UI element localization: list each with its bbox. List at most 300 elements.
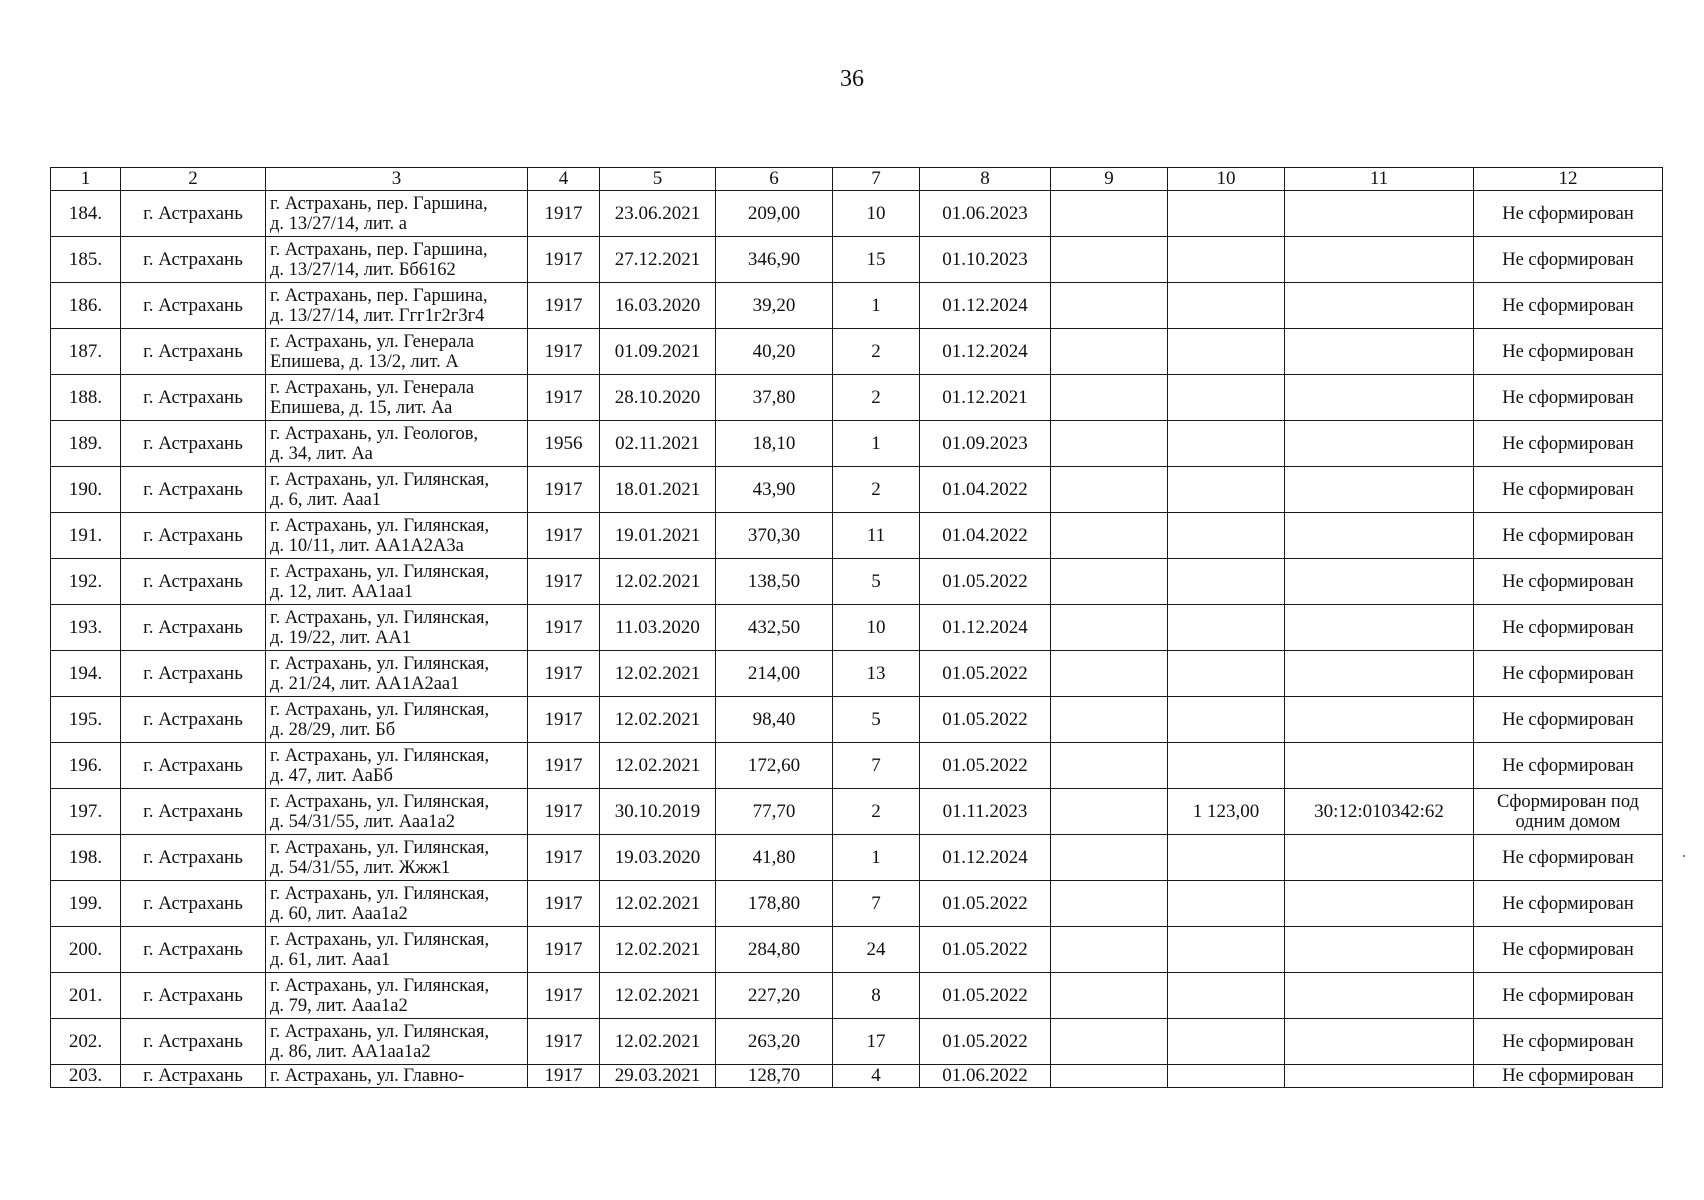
cadastral-number-cell [1285, 1065, 1474, 1088]
status-cell: Сформирован под одним домом [1474, 789, 1663, 835]
area-cell: 284,80 [716, 927, 833, 973]
address-line-2: д. 21/24, лит. АА1А2аа1 [270, 673, 460, 694]
count-cell: 4 [833, 1065, 920, 1088]
date-cell: 12.02.2021 [600, 1019, 716, 1065]
count-cell: 7 [833, 881, 920, 927]
area-cell: 432,50 [716, 605, 833, 651]
address-cell [266, 283, 528, 329]
table-row [51, 375, 1663, 421]
column-9-cell [1051, 973, 1168, 1019]
date-cell: 02.11.2021 [600, 421, 716, 467]
year-cell: 1917 [528, 605, 600, 651]
address-cell [266, 375, 528, 421]
address-cell [266, 743, 528, 789]
year-cell: 1917 [528, 467, 600, 513]
status-cell: Не сформирован [1474, 881, 1663, 927]
address-cell [266, 973, 528, 1019]
address-line-1: г. Астрахань, ул. Гилянская, [270, 607, 490, 628]
count-cell: 2 [833, 375, 920, 421]
area-cell: 98,40 [716, 697, 833, 743]
status-cell: Не сформирован [1474, 605, 1663, 651]
row-number-cell: 200. [51, 927, 121, 973]
address-line-2: д. 13/27/14, лит. Бб6162 [270, 259, 456, 280]
table-row [51, 513, 1663, 559]
row-number-cell: 185. [51, 237, 121, 283]
count-cell: 11 [833, 513, 920, 559]
date-cell: 30.10.2019 [600, 789, 716, 835]
column-9-cell [1051, 605, 1168, 651]
table-row [51, 697, 1663, 743]
deadline-cell: 01.12.2024 [920, 835, 1051, 881]
status-cell: Не сформирован [1474, 329, 1663, 375]
cadastral-number-cell [1285, 835, 1474, 881]
column-9-cell [1051, 513, 1168, 559]
area-cell: 227,20 [716, 973, 833, 1019]
count-cell: 1 [833, 283, 920, 329]
address-line-2: д. 13/27/14, лит. а [270, 213, 407, 234]
cadastral-number-cell [1285, 881, 1474, 927]
date-cell: 01.09.2021 [600, 329, 716, 375]
city-cell: г. Астрахань [121, 789, 266, 835]
cadastral-number-cell [1285, 375, 1474, 421]
table-row [51, 605, 1663, 651]
table-row [51, 283, 1663, 329]
year-cell: 1917 [528, 881, 600, 927]
row-number-cell: 186. [51, 283, 121, 329]
count-cell: 2 [833, 789, 920, 835]
status-cell: Не сформирован [1474, 191, 1663, 237]
column-9-cell [1051, 467, 1168, 513]
address-line-2: д. 34, лит. Аа [270, 443, 373, 464]
land-area-cell [1168, 237, 1285, 283]
year-cell: 1917 [528, 283, 600, 329]
table-row [51, 1065, 1663, 1088]
row-number-cell: 195. [51, 697, 121, 743]
address-line-1: г. Астрахань, пер. Гаршина, [270, 193, 488, 214]
land-area-cell [1168, 651, 1285, 697]
land-area-cell [1168, 605, 1285, 651]
table-row [51, 421, 1663, 467]
registry-table [50, 167, 1663, 1088]
year-cell: 1917 [528, 513, 600, 559]
address-cell [266, 651, 528, 697]
year-cell: 1917 [528, 329, 600, 375]
year-cell: 1917 [528, 973, 600, 1019]
count-cell: 15 [833, 237, 920, 283]
deadline-cell: 01.05.2022 [920, 651, 1051, 697]
area-cell: 18,10 [716, 421, 833, 467]
address-cell [266, 697, 528, 743]
area-cell: 214,00 [716, 651, 833, 697]
count-cell: 7 [833, 743, 920, 789]
city-cell: г. Астрахань [121, 743, 266, 789]
row-number-cell: 188. [51, 375, 121, 421]
year-cell: 1956 [528, 421, 600, 467]
deadline-cell: 01.05.2022 [920, 881, 1051, 927]
column-header: 12 [1474, 168, 1663, 191]
address-cell [266, 605, 528, 651]
column-9-cell [1051, 283, 1168, 329]
year-cell: 1917 [528, 651, 600, 697]
column-header: 1 [51, 168, 121, 191]
status-cell: Не сформирован [1474, 559, 1663, 605]
address-cell [266, 421, 528, 467]
column-9-cell [1051, 881, 1168, 927]
cadastral-number-cell [1285, 329, 1474, 375]
date-cell: 18.01.2021 [600, 467, 716, 513]
column-header: 4 [528, 168, 600, 191]
year-cell: 1917 [528, 375, 600, 421]
cadastral-number-cell [1285, 605, 1474, 651]
row-number-cell: 189. [51, 421, 121, 467]
count-cell: 17 [833, 1019, 920, 1065]
land-area-cell [1168, 329, 1285, 375]
date-cell: 28.10.2020 [600, 375, 716, 421]
status-cell: Не сформирован [1474, 1065, 1663, 1088]
date-cell: 12.02.2021 [600, 559, 716, 605]
date-cell: 19.03.2020 [600, 835, 716, 881]
land-area-cell [1168, 1019, 1285, 1065]
row-number-cell: 202. [51, 1019, 121, 1065]
area-cell: 370,30 [716, 513, 833, 559]
address-cell [266, 559, 528, 605]
row-number-cell: 187. [51, 329, 121, 375]
city-cell: г. Астрахань [121, 973, 266, 1019]
table-row [51, 559, 1663, 605]
column-header: 7 [833, 168, 920, 191]
city-cell: г. Астрахань [121, 237, 266, 283]
cadastral-number-cell [1285, 421, 1474, 467]
address-line-1: г. Астрахань, ул. Главно- [270, 1066, 465, 1086]
deadline-cell: 01.12.2024 [920, 329, 1051, 375]
count-cell: 1 [833, 835, 920, 881]
status-cell: Не сформирован [1474, 467, 1663, 513]
row-number-cell: 194. [51, 651, 121, 697]
land-area-cell [1168, 421, 1285, 467]
area-cell: 39,20 [716, 283, 833, 329]
row-number-cell: 190. [51, 467, 121, 513]
address-line-2: д. 54/31/55, лит. Ааа1а2 [270, 811, 456, 832]
deadline-cell: 01.04.2022 [920, 513, 1051, 559]
deadline-cell: 01.05.2022 [920, 697, 1051, 743]
land-area-cell [1168, 881, 1285, 927]
status-cell: Не сформирован [1474, 1019, 1663, 1065]
cadastral-number-cell [1285, 697, 1474, 743]
count-cell: 10 [833, 605, 920, 651]
area-cell: 128,70 [716, 1065, 833, 1088]
deadline-cell: 01.06.2022 [920, 1065, 1051, 1088]
date-cell: 11.03.2020 [600, 605, 716, 651]
city-cell: г. Астрахань [121, 927, 266, 973]
count-cell: 2 [833, 467, 920, 513]
address-line-2: д. 47, лит. АаБб [270, 765, 393, 786]
date-cell: 19.01.2021 [600, 513, 716, 559]
deadline-cell: 01.04.2022 [920, 467, 1051, 513]
deadline-cell: 01.10.2023 [920, 237, 1051, 283]
address-cell [266, 789, 528, 835]
count-cell: 5 [833, 559, 920, 605]
column-number-row [51, 168, 1663, 191]
city-cell: г. Астрахань [121, 559, 266, 605]
column-header: 9 [1051, 168, 1168, 191]
column-9-cell [1051, 191, 1168, 237]
area-cell: 263,20 [716, 1019, 833, 1065]
date-cell: 29.03.2021 [600, 1065, 716, 1088]
table-row [51, 927, 1663, 973]
city-cell: г. Астрахань [121, 697, 266, 743]
row-number-cell: 197. [51, 789, 121, 835]
column-9-cell [1051, 697, 1168, 743]
address-line-1: г. Астрахань, ул. Геологов, [270, 423, 479, 444]
address-cell [266, 835, 528, 881]
address-line-1: г. Астрахань, ул. Генерала [270, 331, 475, 352]
land-area-cell [1168, 1065, 1285, 1088]
table-row [51, 1019, 1663, 1065]
column-9-cell [1051, 1019, 1168, 1065]
deadline-cell: 01.05.2022 [920, 973, 1051, 1019]
column-header: 11 [1285, 168, 1474, 191]
area-cell: 178,80 [716, 881, 833, 927]
cadastral-number-cell [1285, 1019, 1474, 1065]
date-cell: 23.06.2021 [600, 191, 716, 237]
area-cell: 41,80 [716, 835, 833, 881]
deadline-cell: 01.11.2023 [920, 789, 1051, 835]
table-row [51, 651, 1663, 697]
column-9-cell [1051, 927, 1168, 973]
count-cell: 13 [833, 651, 920, 697]
row-number-cell: 199. [51, 881, 121, 927]
row-number-cell: 196. [51, 743, 121, 789]
year-cell: 1917 [528, 1065, 600, 1088]
city-cell: г. Астрахань [121, 329, 266, 375]
status-cell: Не сформирован [1474, 927, 1663, 973]
row-number-cell: 191. [51, 513, 121, 559]
date-cell: 12.02.2021 [600, 973, 716, 1019]
deadline-cell: 01.12.2021 [920, 375, 1051, 421]
status-cell: Не сформирован [1474, 697, 1663, 743]
city-cell: г. Астрахань [121, 513, 266, 559]
date-cell: 27.12.2021 [600, 237, 716, 283]
area-cell: 172,60 [716, 743, 833, 789]
cadastral-number-cell: 30:12:010342:62 [1285, 789, 1474, 835]
address-line-2: Епишева, д. 15, лит. Аа [270, 397, 453, 418]
status-cell: Не сформирован [1474, 651, 1663, 697]
address-line-2: д. 6, лит. Ааа1 [270, 489, 382, 510]
deadline-cell: 01.05.2022 [920, 559, 1051, 605]
column-9-cell [1051, 375, 1168, 421]
deadline-cell: 01.12.2024 [920, 605, 1051, 651]
scan-artifact-dot [1683, 855, 1685, 857]
status-cell: Не сформирован [1474, 743, 1663, 789]
row-number-cell: 201. [51, 973, 121, 1019]
deadline-cell: 01.05.2022 [920, 1019, 1051, 1065]
row-number-cell: 198. [51, 835, 121, 881]
address-line-1: г. Астрахань, ул. Гилянская, [270, 699, 490, 720]
address-line-2: д. 13/27/14, лит. Ггг1г2г3г4 [270, 305, 485, 326]
address-cell [266, 467, 528, 513]
address-cell [266, 881, 528, 927]
city-cell: г. Астрахань [121, 881, 266, 927]
address-line-1: г. Астрахань, ул. Гилянская, [270, 1021, 490, 1042]
column-9-cell [1051, 559, 1168, 605]
page-number: 36 [840, 66, 864, 92]
city-cell: г. Астрахань [121, 651, 266, 697]
deadline-cell: 01.05.2022 [920, 743, 1051, 789]
column-header: 2 [121, 168, 266, 191]
address-line-2: д. 54/31/55, лит. Жжж1 [270, 857, 451, 878]
status-cell: Не сформирован [1474, 375, 1663, 421]
city-cell: г. Астрахань [121, 467, 266, 513]
area-cell: 40,20 [716, 329, 833, 375]
column-9-cell [1051, 421, 1168, 467]
row-number-cell: 192. [51, 559, 121, 605]
deadline-cell: 01.09.2023 [920, 421, 1051, 467]
area-cell: 77,70 [716, 789, 833, 835]
land-area-cell [1168, 513, 1285, 559]
column-9-cell [1051, 743, 1168, 789]
address-line-1: г. Астрахань, ул. Гилянская, [270, 791, 490, 812]
address-cell [266, 329, 528, 375]
area-cell: 209,00 [716, 191, 833, 237]
area-cell: 138,50 [716, 559, 833, 605]
address-line-2: д. 10/11, лит. АА1А2А3а [270, 535, 464, 556]
city-cell: г. Астрахань [121, 283, 266, 329]
address-line-1: г. Астрахань, ул. Гилянская, [270, 745, 490, 766]
count-cell: 8 [833, 973, 920, 1019]
status-cell: Не сформирован [1474, 283, 1663, 329]
table-row [51, 881, 1663, 927]
area-cell: 346,90 [716, 237, 833, 283]
address-line-1: г. Астрахань, ул. Гилянская, [270, 469, 490, 490]
column-header: 5 [600, 168, 716, 191]
address-line-1: г. Астрахань, ул. Гилянская, [270, 975, 490, 996]
address-line-1: г. Астрахань, ул. Гилянская, [270, 561, 490, 582]
cadastral-number-cell [1285, 283, 1474, 329]
table-row [51, 237, 1663, 283]
city-cell: г. Астрахань [121, 605, 266, 651]
address-line-1: г. Астрахань, пер. Гаршина, [270, 285, 488, 306]
year-cell: 1917 [528, 743, 600, 789]
date-cell: 12.02.2021 [600, 697, 716, 743]
count-cell: 2 [833, 329, 920, 375]
address-line-2: Епишева, д. 13/2, лит. А [270, 351, 459, 372]
land-area-cell [1168, 835, 1285, 881]
year-cell: 1917 [528, 927, 600, 973]
land-area-cell [1168, 743, 1285, 789]
status-cell: Не сформирован [1474, 835, 1663, 881]
column-9-cell [1051, 237, 1168, 283]
address-line-1: г. Астрахань, пер. Гаршина, [270, 239, 488, 260]
date-cell: 12.02.2021 [600, 927, 716, 973]
land-area-cell [1168, 697, 1285, 743]
status-cell: Не сформирован [1474, 421, 1663, 467]
table-row [51, 191, 1663, 237]
cadastral-number-cell [1285, 559, 1474, 605]
count-cell: 5 [833, 697, 920, 743]
date-cell: 12.02.2021 [600, 651, 716, 697]
land-area-cell [1168, 973, 1285, 1019]
date-cell: 12.02.2021 [600, 881, 716, 927]
year-cell: 1917 [528, 1019, 600, 1065]
column-9-cell [1051, 329, 1168, 375]
address-line-1: г. Астрахань, ул. Генерала [270, 377, 475, 398]
address-cell [266, 1019, 528, 1065]
table-row [51, 835, 1663, 881]
count-cell: 1 [833, 421, 920, 467]
cadastral-number-cell [1285, 191, 1474, 237]
deadline-cell: 01.05.2022 [920, 927, 1051, 973]
land-area-cell [1168, 191, 1285, 237]
column-header: 6 [716, 168, 833, 191]
column-9-cell [1051, 1065, 1168, 1088]
year-cell: 1917 [528, 835, 600, 881]
count-cell: 24 [833, 927, 920, 973]
address-line-1: г. Астрахань, ул. Гилянская, [270, 883, 490, 904]
status-cell: Не сформирован [1474, 513, 1663, 559]
address-line-1: г. Астрахань, ул. Гилянская, [270, 515, 490, 536]
address-line-2: д. 28/29, лит. Бб [270, 719, 396, 740]
table-row [51, 329, 1663, 375]
land-area-cell [1168, 283, 1285, 329]
cadastral-number-cell [1285, 651, 1474, 697]
deadline-cell: 01.12.2024 [920, 283, 1051, 329]
table-row [51, 973, 1663, 1019]
status-cell: Не сформирован [1474, 237, 1663, 283]
address-cell [266, 513, 528, 559]
address-line-2: д. 12, лит. АА1аа1 [270, 581, 414, 602]
area-cell: 43,90 [716, 467, 833, 513]
row-number-cell: 203. [51, 1065, 121, 1088]
date-cell: 16.03.2020 [600, 283, 716, 329]
land-area-cell [1168, 467, 1285, 513]
address-line-2: д. 86, лит. АА1аа1а2 [270, 1041, 431, 1062]
city-cell: г. Астрахань [121, 1065, 266, 1088]
cadastral-number-cell [1285, 467, 1474, 513]
column-9-cell [1051, 651, 1168, 697]
column-header: 8 [920, 168, 1051, 191]
table-body [51, 191, 1663, 1088]
cadastral-number-cell [1285, 743, 1474, 789]
land-area-cell: 1 123,00 [1168, 789, 1285, 835]
city-cell: г. Астрахань [121, 375, 266, 421]
land-area-cell [1168, 559, 1285, 605]
column-9-cell [1051, 835, 1168, 881]
address-cell [266, 1065, 528, 1088]
deadline-cell: 01.06.2023 [920, 191, 1051, 237]
city-cell: г. Астрахань [121, 191, 266, 237]
address-cell [266, 927, 528, 973]
status-cell: Не сформирован [1474, 973, 1663, 1019]
address-line-2: д. 19/22, лит. АА1 [270, 627, 412, 648]
year-cell: 1917 [528, 697, 600, 743]
table-header [51, 168, 1663, 191]
cadastral-number-cell [1285, 927, 1474, 973]
city-cell: г. Астрахань [121, 835, 266, 881]
cadastral-number-cell [1285, 513, 1474, 559]
land-area-cell [1168, 375, 1285, 421]
table-row [51, 467, 1663, 513]
city-cell: г. Астрахань [121, 1019, 266, 1065]
column-header: 3 [266, 168, 528, 191]
row-number-cell: 184. [51, 191, 121, 237]
address-line-2: д. 61, лит. Ааа1 [270, 949, 391, 970]
area-cell: 37,80 [716, 375, 833, 421]
count-cell: 10 [833, 191, 920, 237]
table-row [51, 789, 1663, 835]
address-cell [266, 191, 528, 237]
year-cell: 1917 [528, 789, 600, 835]
year-cell: 1917 [528, 237, 600, 283]
